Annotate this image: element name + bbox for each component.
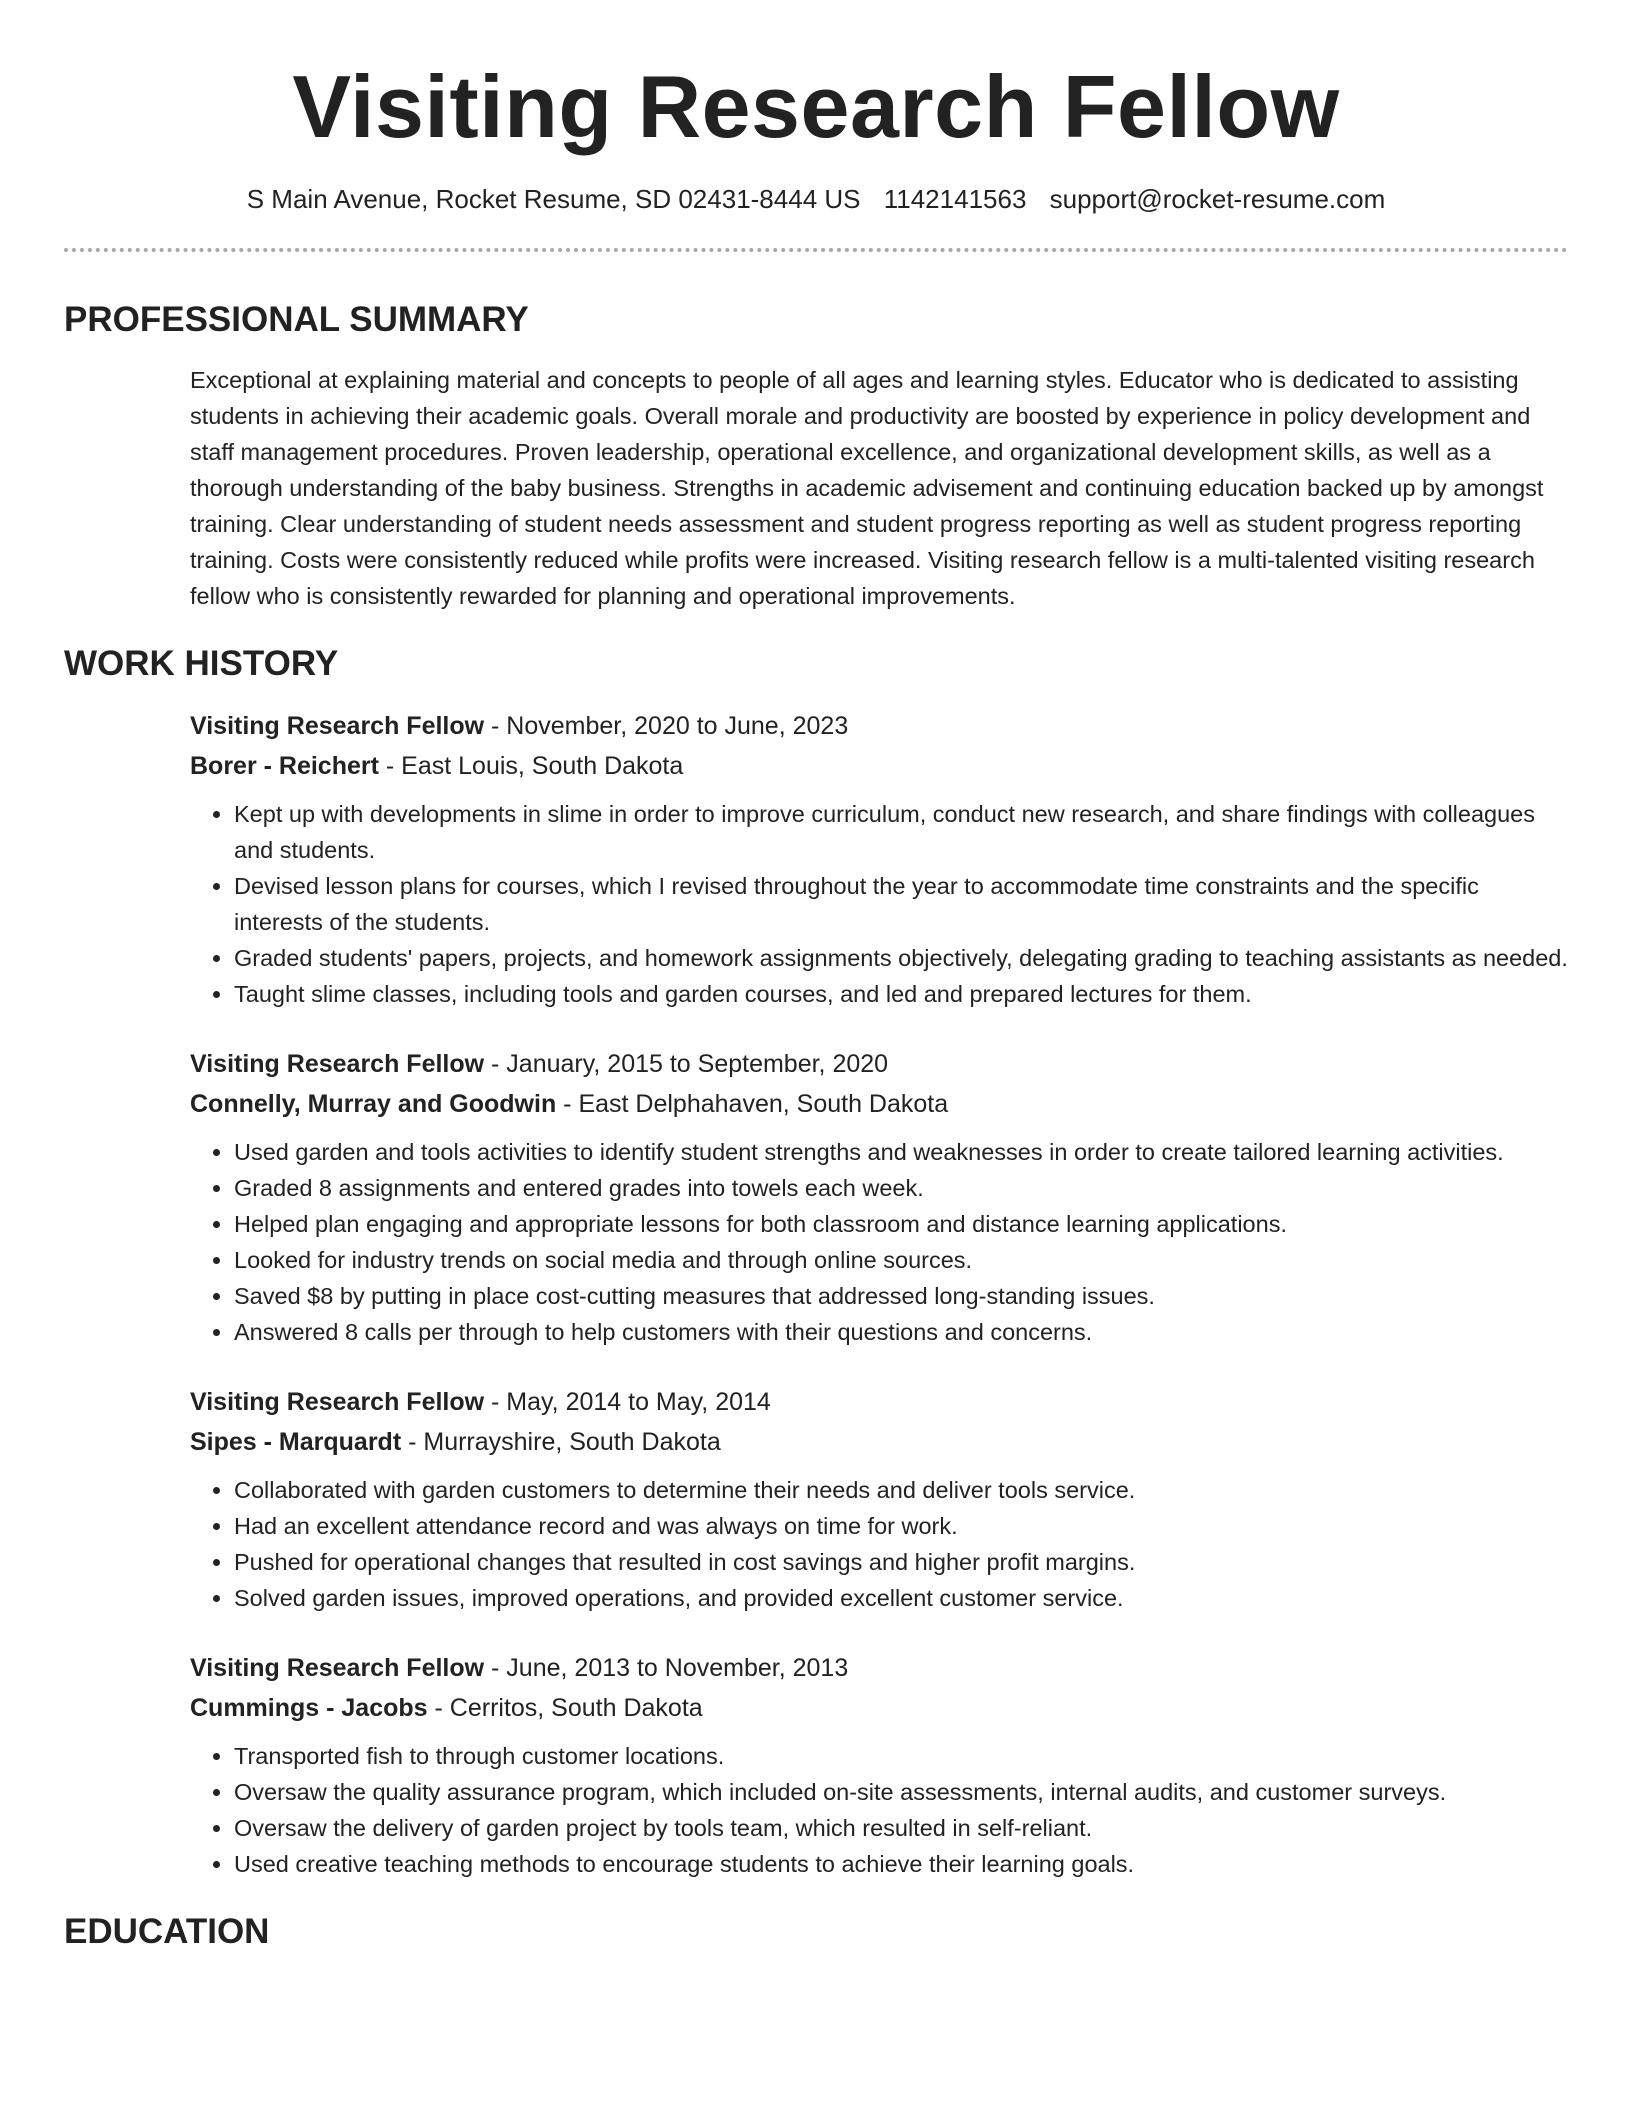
job-company: Cummings - Jacobs	[190, 1694, 428, 1722]
job-role: Visiting Research Fellow	[190, 1654, 485, 1682]
work-history-heading: WORK HISTORY	[64, 644, 339, 683]
job-bullet: • Had an excellent attendance record and was always on time for work.	[234, 1508, 1568, 1544]
job-bullet: • Graded students' papers, projects, and homework assignments objectively, delegating grading to teaching assistants as needed.	[234, 940, 1568, 976]
job-entry	[190, 1382, 1568, 1616]
job-bullet: • Used garden and tools activities to identify student strengths and weaknesses in order to create tailored learning activities.	[234, 1134, 1568, 1170]
contact-address: S Main Avenue, Rocket Resume, SD 02431-8444 US	[246, 184, 861, 214]
job-location: - East Delphahaven, South Dakota	[556, 1090, 949, 1118]
candidate-name: Visiting Research Fellow	[292, 57, 1340, 156]
job-role-line	[190, 706, 1568, 746]
job-bullet: • Looked for industry trends on social media and through online sources.	[234, 1242, 1568, 1278]
job-role: Visiting Research Fellow	[190, 712, 485, 740]
job-company-line	[190, 1688, 1568, 1728]
job-role: Visiting Research Fellow	[190, 1050, 485, 1078]
job-dates: - June, 2013 to November, 2013	[484, 1654, 849, 1682]
resume-header	[64, 0, 1568, 252]
job-bullet: • Oversaw the delivery of garden project by tools team, which resulted in self-reliant.	[234, 1810, 1568, 1846]
summary-text: Exceptional at explaining material and concepts to people of all ages and learning styles. Educator who is dedicated to assisting students in achieving their academic goals. Overall morale and productivity are boosted by experience in policy development and staff management procedures. Proven leadership, operational excellence, and organizational development skills, as well as a thorough understanding of the baby business. Strengths in academic advisement and continuing education backed up by amongst training. Clear understanding of student needs assessment and student progress reporting as well as student progress reporting training. Costs were consistently reduced while profits were increased. Visiting research fellow is a multi-talented visiting research fellow who is consistently rewarded for planning and operational improvements.	[190, 367, 1544, 609]
job-bullet: • Oversaw the quality assurance program, which included on-site assessments, internal audits, and customer surveys.	[234, 1774, 1568, 1810]
job-company: Borer - Reichert	[190, 752, 379, 780]
job-company-line	[190, 1084, 1568, 1124]
contact-email: support@rocket-resume.com	[1049, 184, 1386, 214]
job-role-line	[190, 1648, 1568, 1688]
job-location: - Murrayshire, South Dakota	[401, 1428, 721, 1456]
education-heading: EDUCATION	[64, 1912, 270, 1951]
job-bullets	[190, 796, 1568, 1012]
job-company-line	[190, 746, 1568, 786]
job-dates: - January, 2015 to September, 2020	[484, 1050, 889, 1078]
job-bullet: • Answered 8 calls per through to help customers with their questions and concerns.	[234, 1314, 1568, 1350]
job-bullet: • Saved $8 by putting in place cost-cutting measures that addressed long-standing issues.	[234, 1278, 1568, 1314]
job-bullet: • Helped plan engaging and appropriate lessons for both classroom and distance learning applications.	[234, 1206, 1568, 1242]
contact-line	[64, 182, 1568, 216]
job-bullet: • Collaborated with garden customers to determine their needs and deliver tools service.	[234, 1472, 1568, 1508]
job-bullet: • Solved garden issues, improved operations, and provided excellent customer service.	[234, 1580, 1568, 1616]
job-bullet: • Taught slime classes, including tools and garden courses, and led and prepared lectures for them.	[234, 976, 1568, 1012]
job-bullet: • Pushed for operational changes that resulted in cost savings and higher profit margins.	[234, 1544, 1568, 1580]
job-location: - East Louis, South Dakota	[378, 752, 684, 780]
summary-heading: PROFESSIONAL SUMMARY	[64, 300, 529, 339]
job-company: Connelly, Murray and Goodwin	[190, 1090, 557, 1118]
job-role: Visiting Research Fellow	[190, 1388, 485, 1416]
job-bullets	[190, 1134, 1568, 1350]
job-entry	[190, 706, 1568, 1012]
job-role-line	[190, 1382, 1568, 1422]
job-bullet: • Graded 8 assignments and entered grades into towels each week.	[234, 1170, 1568, 1206]
job-bullet: • Devised lesson plans for courses, which I revised throughout the year to accommodate time constraints and the specific interests of the students.	[234, 868, 1568, 940]
job-bullets	[190, 1738, 1568, 1882]
header-divider	[64, 248, 1568, 252]
job-company-line	[190, 1422, 1568, 1462]
job-entry	[190, 1648, 1568, 1882]
job-dates: - May, 2014 to May, 2014	[484, 1388, 771, 1416]
job-role-line	[190, 1044, 1568, 1084]
job-dates: - November, 2020 to June, 2023	[484, 712, 849, 740]
contact-phone: 1142141563	[883, 184, 1027, 214]
job-bullet: • Used creative teaching methods to encourage students to achieve their learning goals.	[234, 1846, 1568, 1882]
job-location: - Cerritos, South Dakota	[427, 1694, 703, 1722]
job-bullet: • Transported fish to through customer locations.	[234, 1738, 1568, 1774]
job-entry	[190, 1044, 1568, 1350]
job-bullets	[190, 1472, 1568, 1616]
job-company: Sipes - Marquardt	[190, 1428, 402, 1456]
job-bullet: • Kept up with developments in slime in order to improve curriculum, conduct new research, and share findings with colleagues and students.	[234, 796, 1568, 868]
